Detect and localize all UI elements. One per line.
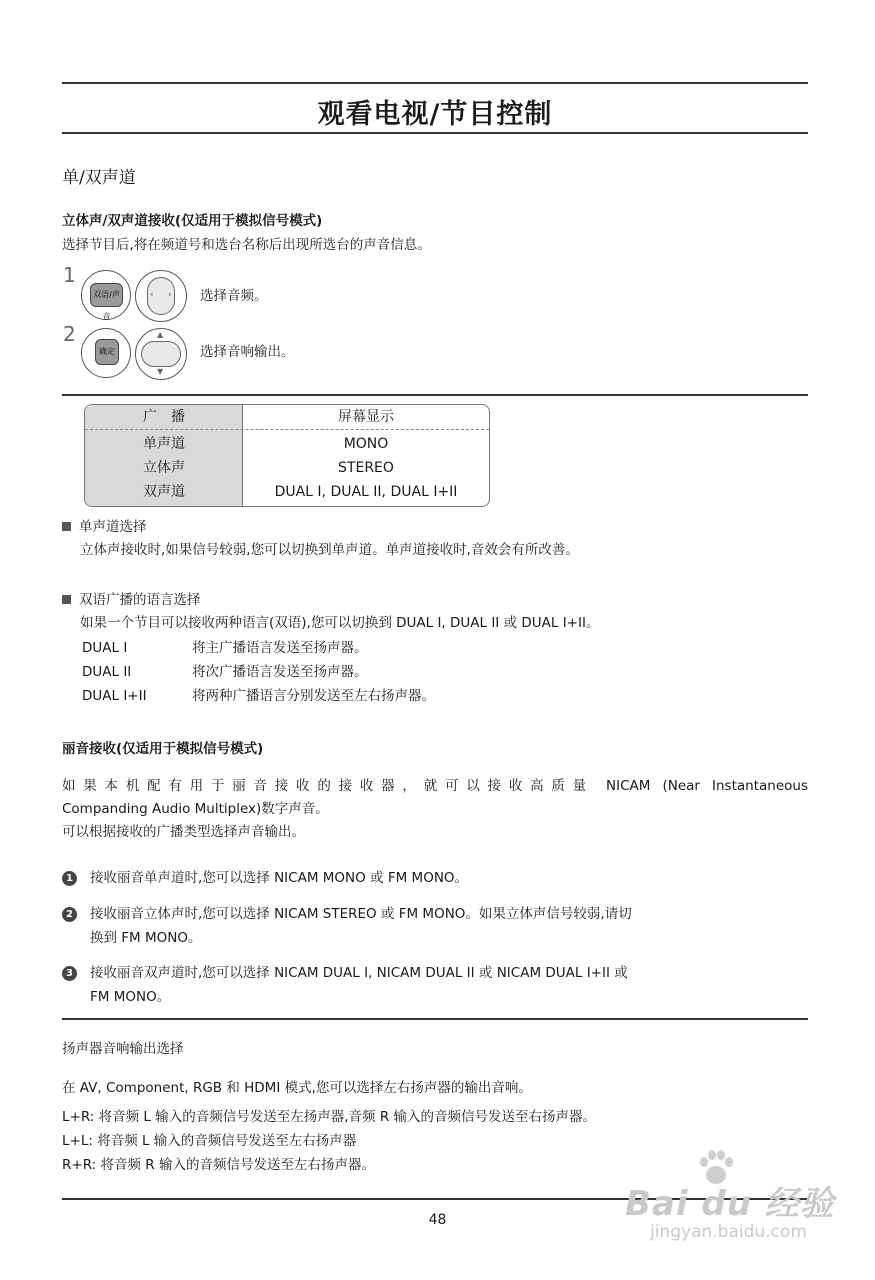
- page-title: 观看电视/节目控制: [317, 99, 553, 130]
- top-rule: [62, 82, 808, 84]
- table-cell: STEREO: [338, 460, 394, 476]
- bilingual-heading: [62, 591, 201, 609]
- table-cell: DUAL I, DUAL II, DUAL I+II: [274, 484, 458, 500]
- left-right-buttons-icon: [135, 270, 187, 322]
- step-2-number: 2: [63, 322, 76, 346]
- nicam-rule: [62, 1018, 808, 1020]
- nicam-paragraph-line1: 如果本机配有用于丽音接收的接收器，就可以接收高质量 NICAM (Near Instantaneous: [62, 778, 808, 794]
- arrow-up-icon: ▲: [157, 330, 164, 339]
- bilingual-heading-text: 双语广播的语言选择: [79, 592, 201, 608]
- mono-select-heading: [62, 518, 147, 536]
- ok-button-label: 确定: [95, 339, 119, 365]
- bullet-square-icon: [62, 595, 71, 604]
- nicam-item-1: 接收丽音单声道时,您可以选择 NICAM MONO 或 FM MONO。: [90, 870, 469, 886]
- table-header-display: 屏幕显示: [338, 409, 394, 425]
- nicam-paragraph-line2: Companding Audio Multiplex)数字声音。: [62, 801, 329, 817]
- nicam-item-2-line2: 换到 FM MONO。: [90, 930, 202, 946]
- dual-label: DUAL II: [82, 664, 132, 680]
- dual-label: DUAL I: [82, 640, 128, 656]
- table-cell: 单声道: [143, 436, 185, 452]
- bullet-square-icon: [62, 522, 71, 531]
- arrow-left-icon: ‹: [150, 290, 154, 300]
- nicam-heading: 丽音接收(仅适用于模拟信号模式): [62, 741, 264, 757]
- speaker-line-rr: R+R: 将音频 R 输入的音频信号发送至左右扬声器。: [62, 1157, 375, 1173]
- up-down-buttons-icon: [135, 328, 187, 380]
- arrow-down-icon: ▼: [157, 367, 164, 376]
- step-2-text: 选择音响输出。: [200, 344, 295, 360]
- dual-desc: 将次广播语言发送至扬声器。: [192, 664, 368, 680]
- step-1-text: 选择音频。: [200, 288, 268, 304]
- up-down-pad: [141, 341, 181, 367]
- section-title: 单/双声道: [62, 168, 136, 188]
- speaker-line-lr: L+R: 将音频 L 输入的音频信号发送至左扬声器,音频 R 输入的音频信号发送至右扬声器。: [62, 1109, 596, 1125]
- table-cell: MONO: [343, 436, 389, 452]
- mono-select-heading-text: 单声道选择: [79, 519, 147, 535]
- ok-button-icon: [81, 328, 131, 378]
- mono-select-text: 立体声接收时,如果信号较弱,您可以切换到单声道。单声道接收时,音效会有所改善。: [80, 542, 579, 558]
- steps-rule: [62, 394, 808, 396]
- dual-label: DUAL I+II: [82, 688, 147, 704]
- title-underline: [62, 132, 808, 134]
- step-1-number: 1: [63, 263, 76, 287]
- audio-mode-table: [84, 404, 490, 507]
- nicam-paragraph-line3: 可以根据接收的广播类型选择声音输出。: [62, 824, 305, 840]
- watermark-brand: Bai du 经验: [625, 1184, 835, 1224]
- nicam-item-2-line1: 接收丽音立体声时,您可以选择 NICAM STEREO 或 FM MONO。如果立体声信号较弱,请切: [90, 906, 632, 922]
- stereo-heading: 立体声/双声道接收(仅适用于模拟信号模式): [62, 213, 323, 229]
- table-cell: 双声道: [143, 484, 185, 500]
- dual-desc: 将主广播语言发送至扬声器。: [192, 640, 368, 656]
- table-header-broadcast: 广 播: [143, 409, 185, 425]
- page-number: 48: [428, 1212, 447, 1228]
- speaker-intro: 在 AV, Component, RGB 和 HDMI 模式,您可以选择左右扬声器的输出音响。: [62, 1080, 532, 1096]
- audio-button-label: 双语/声音: [90, 283, 123, 307]
- watermark-url: jingyan.baidu.com: [650, 1222, 807, 1242]
- table-cell: 立体声: [143, 460, 185, 476]
- table-header-divider: [85, 429, 489, 430]
- nicam-item-3-line2: FM MONO。: [90, 989, 171, 1005]
- bilingual-intro: 如果一个节目可以接收两种语言(双语),您可以切换到 DUAL I, DUAL II 或 DUAL I+II。: [80, 615, 600, 631]
- speaker-heading: 扬声器音响输出选择: [62, 1041, 184, 1057]
- arrow-right-icon: ›: [168, 290, 172, 300]
- dual-desc: 将两种广播语言分别发送至左右扬声器。: [192, 688, 435, 704]
- numbered-bullet-icon: 2: [62, 907, 77, 922]
- stereo-intro: 选择节目后,将在频道号和选台名称后出现所选台的声音信息。: [62, 237, 431, 253]
- numbered-bullet-icon: 3: [62, 966, 77, 981]
- numbered-bullet-icon: 1: [62, 871, 77, 886]
- audio-button-icon: [81, 270, 131, 320]
- speaker-line-ll: L+L: 将音频 L 输入的音频信号发送至左右扬声器: [62, 1133, 357, 1149]
- nicam-item-3-line1: 接收丽音双声道时,您可以选择 NICAM DUAL I, NICAM DUAL II 或 NICAM DUAL I+II 或: [90, 965, 628, 981]
